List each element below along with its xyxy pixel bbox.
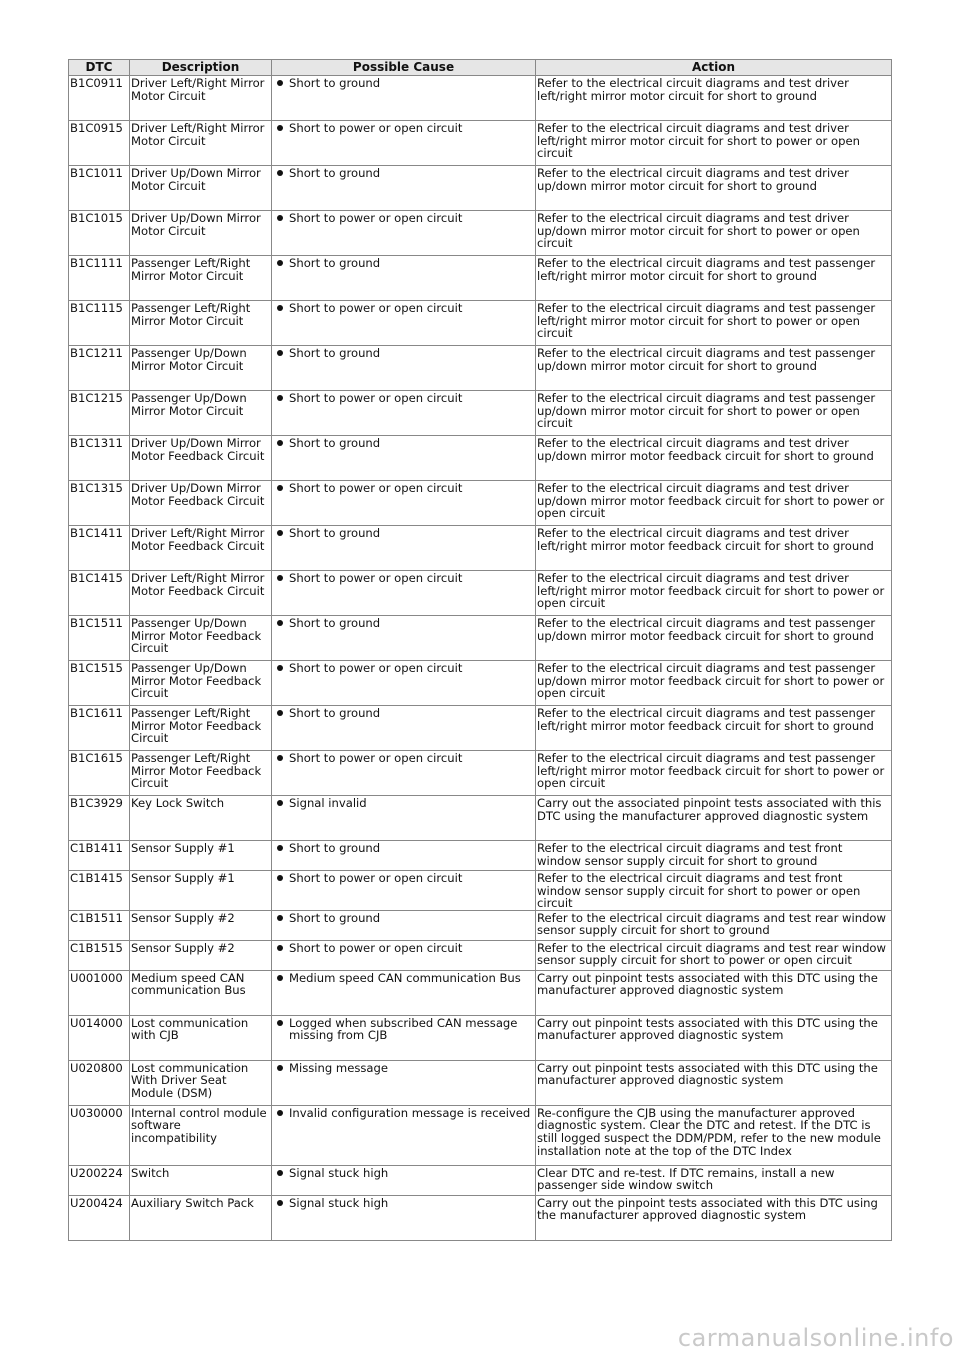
dtc-description: Passenger Left/Right Mirror Motor Feedback Circuit <box>130 751 272 796</box>
action-text: Refer to the electrical circuit diagrams and test rear window sensor supply circuit for short to power or open circuit <box>536 940 892 970</box>
dtc-code: B1C1611 <box>69 706 130 751</box>
dtc-description: Driver Up/Down Mirror Motor Feedback Circuit <box>130 436 272 481</box>
bullet-icon <box>277 975 283 981</box>
cause-list-item <box>273 617 534 630</box>
table-row <box>69 76 892 121</box>
dtc-description: Switch <box>130 1165 272 1195</box>
dtc-description: Passenger Left/Right Mirror Motor Circuit <box>130 256 272 301</box>
possible-cause-text: Logged when subscribed CAN message missing from CJB <box>289 1015 518 1043</box>
possible-cause-cell <box>272 526 536 571</box>
action-text: Refer to the electrical circuit diagrams and test driver left/right mirror motor feedback circuit for short to power or open circuit <box>536 571 892 616</box>
action-text: Re-configure the CJB using the manufacturer approved diagnostic system. Clear the DTC and retest. If the DTC is still logged suspect the DDM/PDM, refer to the new module installation note at the top of the DTC Index <box>536 1105 892 1165</box>
possible-cause-cell <box>272 970 536 1015</box>
possible-cause-text: Short to ground <box>289 706 381 720</box>
dtc-code: B1C1311 <box>69 436 130 481</box>
watermark: carmanualsonline.info <box>677 1324 954 1352</box>
dtc-code: C1B1415 <box>69 871 130 911</box>
table-row <box>69 481 892 526</box>
dtc-code: B1C1111 <box>69 256 130 301</box>
bullet-icon <box>277 260 283 266</box>
dtc-description: Sensor Supply #1 <box>130 841 272 871</box>
action-text: Carry out pinpoint tests associated with this DTC using the manufacturer approved diagnostic system <box>536 1060 892 1105</box>
cause-list-item <box>273 662 534 675</box>
possible-cause-cell <box>272 1015 536 1060</box>
cause-list-item <box>273 392 534 405</box>
possible-cause-cell <box>272 871 536 911</box>
cause-list-item <box>273 872 534 885</box>
possible-cause-cell <box>272 391 536 436</box>
cause-list-item <box>273 257 534 270</box>
dtc-description: Auxiliary Switch Pack <box>130 1195 272 1240</box>
cause-list-item <box>273 572 534 585</box>
action-text: Carry out pinpoint tests associated with this DTC using the manufacturer approved diagnostic system <box>536 1015 892 1060</box>
dtc-code: B1C1511 <box>69 616 130 661</box>
bullet-icon <box>277 350 283 356</box>
possible-cause-cell <box>272 616 536 661</box>
dtc-description: Lost communication with CJB <box>130 1015 272 1060</box>
cause-list-item <box>273 1107 534 1120</box>
dtc-description: Sensor Supply #2 <box>130 910 272 940</box>
bullet-icon <box>277 945 283 951</box>
table-row <box>69 1195 892 1240</box>
action-text: Refer to the electrical circuit diagrams and test driver up/down mirror motor circuit for short to ground <box>536 166 892 211</box>
possible-cause-cell <box>272 121 536 166</box>
dtc-table <box>68 59 892 1241</box>
table-row <box>69 1165 892 1195</box>
table-row <box>69 121 892 166</box>
dtc-code: B1C3929 <box>69 796 130 841</box>
cause-list-item <box>273 212 534 225</box>
action-text: Refer to the electrical circuit diagrams and test passenger up/down mirror motor circuit for short to power or open circuit <box>536 391 892 436</box>
possible-cause-cell <box>272 301 536 346</box>
dtc-code: B1C1211 <box>69 346 130 391</box>
possible-cause-cell <box>272 841 536 871</box>
cause-list-item <box>273 797 534 810</box>
possible-cause-cell <box>272 211 536 256</box>
cause-list-item <box>273 302 534 315</box>
cause-list-item <box>273 1167 534 1180</box>
table-body <box>69 76 892 1241</box>
action-text: Refer to the electrical circuit diagrams and test front window sensor supply circuit for short to ground <box>536 841 892 871</box>
dtc-code: B1C1115 <box>69 301 130 346</box>
table-row <box>69 391 892 436</box>
dtc-code: U014000 <box>69 1015 130 1060</box>
possible-cause-cell <box>272 910 536 940</box>
dtc-description: Passenger Left/Right Mirror Motor Feedback Circuit <box>130 706 272 751</box>
dtc-description: Driver Up/Down Mirror Motor Circuit <box>130 211 272 256</box>
possible-cause-text: Short to power or open circuit <box>289 301 463 315</box>
dtc-code: B1C1415 <box>69 571 130 616</box>
cause-list-item <box>273 972 534 985</box>
dtc-description: Key Lock Switch <box>130 796 272 841</box>
table-row <box>69 571 892 616</box>
bullet-icon <box>277 915 283 921</box>
table-row <box>69 616 892 661</box>
possible-cause-text: Short to ground <box>289 346 381 360</box>
bullet-icon <box>277 530 283 536</box>
dtc-code: B1C1015 <box>69 211 130 256</box>
possible-cause-text: Signal invalid <box>289 796 367 810</box>
dtc-description: Driver Left/Right Mirror Motor Circuit <box>130 121 272 166</box>
dtc-code: C1B1411 <box>69 841 130 871</box>
bullet-icon <box>277 875 283 881</box>
possible-cause-text: Short to ground <box>289 166 381 180</box>
possible-cause-cell <box>272 706 536 751</box>
action-text: Refer to the electrical circuit diagrams and test passenger up/down mirror motor circuit for short to ground <box>536 346 892 391</box>
bullet-icon <box>277 395 283 401</box>
dtc-description: Sensor Supply #1 <box>130 871 272 911</box>
possible-cause-text: Short to power or open circuit <box>289 571 463 585</box>
table-row <box>69 751 892 796</box>
dtc-code: C1B1515 <box>69 940 130 970</box>
dtc-description: Passenger Up/Down Mirror Motor Circuit <box>130 346 272 391</box>
bullet-icon <box>277 125 283 131</box>
dtc-code: U030000 <box>69 1105 130 1165</box>
cause-list-item <box>273 437 534 450</box>
possible-cause-cell <box>272 1105 536 1165</box>
dtc-description: Driver Left/Right Mirror Motor Feedback Circuit <box>130 571 272 616</box>
table-row <box>69 970 892 1015</box>
cause-list-item <box>273 842 534 855</box>
header-description: Description <box>130 60 272 76</box>
possible-cause-text: Short to ground <box>289 526 381 540</box>
table-header-row <box>69 60 892 76</box>
action-text: Carry out the pinpoint tests associated with this DTC using the manufacturer approved diagnostic system <box>536 1195 892 1240</box>
action-text: Refer to the electrical circuit diagrams and test driver up/down mirror motor feedback circuit for short to ground <box>536 436 892 481</box>
bullet-icon <box>277 800 283 806</box>
bullet-icon <box>277 1020 283 1026</box>
action-text: Refer to the electrical circuit diagrams and test driver left/right mirror motor feedback circuit for short to ground <box>536 526 892 571</box>
dtc-code: B1C1215 <box>69 391 130 436</box>
action-text: Clear DTC and re-test. If DTC remains, install a new passenger side window switch <box>536 1165 892 1195</box>
dtc-code: B1C1315 <box>69 481 130 526</box>
table-row <box>69 940 892 970</box>
possible-cause-cell <box>272 1165 536 1195</box>
possible-cause-text: Short to ground <box>289 256 381 270</box>
dtc-code: C1B1511 <box>69 910 130 940</box>
bullet-icon <box>277 755 283 761</box>
action-text: Refer to the electrical circuit diagrams and test front window sensor supply circuit for short to power or open circuit <box>536 871 892 911</box>
possible-cause-text: Short to power or open circuit <box>289 211 463 225</box>
dtc-description: Passenger Up/Down Mirror Motor Feedback Circuit <box>130 661 272 706</box>
dtc-description: Driver Left/Right Mirror Motor Circuit <box>130 76 272 121</box>
action-text: Carry out pinpoint tests associated with this DTC using the manufacturer approved diagnostic system <box>536 970 892 1015</box>
dtc-code: B1C1411 <box>69 526 130 571</box>
possible-cause-text: Invalid configuration message is received <box>289 1105 531 1120</box>
action-text: Refer to the electrical circuit diagrams and test driver up/down mirror motor feedback circuit for short to power or open circuit <box>536 481 892 526</box>
possible-cause-text: Signal stuck high <box>289 1165 389 1180</box>
dtc-code: U200424 <box>69 1195 130 1240</box>
possible-cause-cell <box>272 166 536 211</box>
table-row <box>69 796 892 841</box>
dtc-code: U200224 <box>69 1165 130 1195</box>
bullet-icon <box>277 575 283 581</box>
bullet-icon <box>277 845 283 851</box>
possible-cause-cell <box>272 571 536 616</box>
possible-cause-cell <box>272 661 536 706</box>
possible-cause-cell <box>272 346 536 391</box>
possible-cause-cell <box>272 751 536 796</box>
header-possible-cause: Possible Cause <box>272 60 536 76</box>
possible-cause-text: Short to power or open circuit <box>289 481 463 495</box>
action-text: Carry out the associated pinpoint tests associated with this DTC using the manufacturer approved diagnostic system <box>536 796 892 841</box>
cause-list-item <box>273 1062 534 1075</box>
action-text: Refer to the electrical circuit diagrams and test passenger left/right mirror motor circuit for short to power or open circuit <box>536 301 892 346</box>
bullet-icon <box>277 80 283 86</box>
dtc-code: B1C1615 <box>69 751 130 796</box>
table-row <box>69 871 892 911</box>
possible-cause-cell <box>272 1195 536 1240</box>
cause-list-item <box>273 122 534 135</box>
dtc-code: U020800 <box>69 1060 130 1105</box>
bullet-icon <box>277 710 283 716</box>
possible-cause-cell <box>272 1060 536 1105</box>
dtc-description: Passenger Left/Right Mirror Motor Circuit <box>130 301 272 346</box>
possible-cause-text: Short to power or open circuit <box>289 871 463 885</box>
possible-cause-cell <box>272 940 536 970</box>
bullet-icon <box>277 440 283 446</box>
action-text: Refer to the electrical circuit diagrams and test rear window sensor supply circuit for short to ground <box>536 910 892 940</box>
possible-cause-text: Short to power or open circuit <box>289 121 463 135</box>
action-text: Refer to the electrical circuit diagrams and test passenger up/down mirror motor feedback circuit for short to power or open circuit <box>536 661 892 706</box>
dtc-code: U001000 <box>69 970 130 1015</box>
table-row <box>69 910 892 940</box>
bullet-icon <box>277 305 283 311</box>
dtc-description: Driver Up/Down Mirror Motor Feedback Circuit <box>130 481 272 526</box>
possible-cause-text: Short to ground <box>289 76 381 90</box>
bullet-icon <box>277 1065 283 1071</box>
cause-list-item <box>273 527 534 540</box>
action-text: Refer to the electrical circuit diagrams and test driver left/right mirror motor circuit for short to power or open circuit <box>536 121 892 166</box>
dtc-code: B1C0915 <box>69 121 130 166</box>
table-row <box>69 301 892 346</box>
header-action: Action <box>536 60 892 76</box>
table-row <box>69 166 892 211</box>
possible-cause-text: Short to ground <box>289 910 381 925</box>
table-row <box>69 1015 892 1060</box>
dtc-description: Medium speed CAN communication Bus <box>130 970 272 1015</box>
possible-cause-cell <box>272 796 536 841</box>
action-text: Refer to the electrical circuit diagrams and test passenger left/right mirror motor circuit for short to ground <box>536 256 892 301</box>
cause-list-item <box>273 912 534 925</box>
possible-cause-cell <box>272 76 536 121</box>
possible-cause-text: Medium speed CAN communication Bus <box>289 970 521 985</box>
table-row <box>69 526 892 571</box>
possible-cause-text: Short to power or open circuit <box>289 940 463 955</box>
bullet-icon <box>277 215 283 221</box>
table-row <box>69 211 892 256</box>
cause-list-item <box>273 942 534 955</box>
dtc-description: Driver Left/Right Mirror Motor Feedback Circuit <box>130 526 272 571</box>
possible-cause-text: Signal stuck high <box>289 1195 389 1210</box>
bullet-icon <box>277 1200 283 1206</box>
bullet-icon <box>277 485 283 491</box>
action-text: Refer to the electrical circuit diagrams and test passenger left/right mirror motor feedback circuit for short to power or open circuit <box>536 751 892 796</box>
possible-cause-text: Short to power or open circuit <box>289 661 463 675</box>
cause-list-item <box>273 1017 534 1042</box>
bullet-icon <box>277 1170 283 1176</box>
possible-cause-text: Short to ground <box>289 436 381 450</box>
possible-cause-text: Short to power or open circuit <box>289 391 463 405</box>
dtc-description: Lost communication With Driver Seat Module (DSM) <box>130 1060 272 1105</box>
possible-cause-cell <box>272 481 536 526</box>
action-text: Refer to the electrical circuit diagrams and test driver up/down mirror motor circuit for short to power or open circuit <box>536 211 892 256</box>
dtc-description: Driver Up/Down Mirror Motor Circuit <box>130 166 272 211</box>
header-dtc: DTC <box>69 60 130 76</box>
dtc-code: B1C1011 <box>69 166 130 211</box>
table-row <box>69 1105 892 1165</box>
table-row <box>69 661 892 706</box>
cause-list-item <box>273 707 534 720</box>
possible-cause-text: Short to ground <box>289 841 381 855</box>
bullet-icon <box>277 1110 283 1116</box>
table-row <box>69 706 892 751</box>
cause-list-item <box>273 752 534 765</box>
table-row <box>69 346 892 391</box>
action-text: Refer to the electrical circuit diagrams and test passenger up/down mirror motor feedback circuit for short to ground <box>536 616 892 661</box>
possible-cause-cell <box>272 256 536 301</box>
dtc-description: Passenger Up/Down Mirror Motor Circuit <box>130 391 272 436</box>
possible-cause-text: Missing message <box>289 1060 389 1075</box>
bullet-icon <box>277 170 283 176</box>
dtc-code: B1C1515 <box>69 661 130 706</box>
possible-cause-text: Short to ground <box>289 616 381 630</box>
dtc-description: Internal control module software incompatibility <box>130 1105 272 1165</box>
possible-cause-cell <box>272 436 536 481</box>
table-row <box>69 1060 892 1105</box>
cause-list-item <box>273 1197 534 1210</box>
cause-list-item <box>273 347 534 360</box>
cause-list-item <box>273 77 534 90</box>
cause-list-item <box>273 167 534 180</box>
table-row <box>69 841 892 871</box>
bullet-icon <box>277 665 283 671</box>
action-text: Refer to the electrical circuit diagrams and test passenger left/right mirror motor feedback circuit for short to ground <box>536 706 892 751</box>
dtc-code: B1C0911 <box>69 76 130 121</box>
dtc-description: Sensor Supply #2 <box>130 940 272 970</box>
cause-list-item <box>273 482 534 495</box>
table-row <box>69 256 892 301</box>
possible-cause-text: Short to power or open circuit <box>289 751 463 765</box>
dtc-description: Passenger Up/Down Mirror Motor Feedback Circuit <box>130 616 272 661</box>
action-text: Refer to the electrical circuit diagrams and test driver left/right mirror motor circuit for short to ground <box>536 76 892 121</box>
bullet-icon <box>277 620 283 626</box>
table-row <box>69 436 892 481</box>
